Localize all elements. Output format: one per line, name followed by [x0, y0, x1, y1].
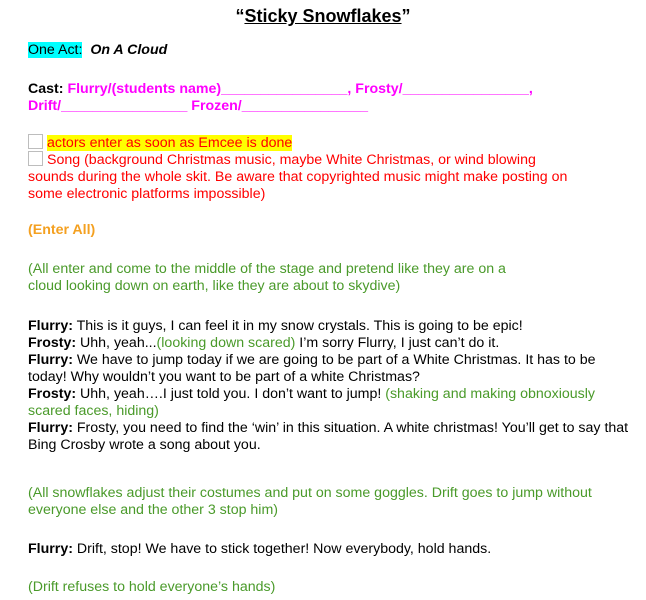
speaker-name: Flurry: — [28, 318, 73, 334]
checklist-item-text: actors enter as soon as Emcee is done — [47, 135, 293, 151]
dialogue-text: I’m sorry Flurry, I just can’t do it. — [295, 335, 500, 351]
cast-line-1 — [28, 81, 533, 98]
checklist-item — [28, 134, 292, 152]
cast-line-2 — [28, 98, 368, 115]
act-setting: On A Cloud — [90, 42, 168, 58]
dialogue-text: Drift, stop! We have to stick together! Now everybody, hold hands. — [72, 541, 492, 557]
dialogue-line — [28, 420, 633, 454]
speaker-name: Flurry: — [28, 541, 73, 557]
dialogue-text: We have to jump today if we are going to be part of a White Christmas. It has to be today! Why wouldn’t you want to be part of a white Christmas? — [28, 352, 596, 385]
dialogue-line — [28, 318, 633, 335]
document-title — [28, 6, 618, 27]
cast-roles-1: Flurry/(students name)________________, Frosty/________________, — [67, 81, 533, 97]
act-line — [28, 42, 167, 59]
checkbox[interactable] — [28, 134, 43, 149]
dialogue-line — [28, 335, 633, 352]
dialogue-line — [28, 541, 491, 558]
speaker-name: Frosty: — [28, 335, 77, 351]
stage-direction: (Drift refuses to hold everyone’s hands) — [28, 579, 276, 595]
dialogue-text: Uhh, yeah….I just told you. I don’t want to jump! — [76, 386, 386, 402]
title-open-quote: “ — [235, 6, 245, 26]
dialogue-line — [28, 386, 633, 420]
checklist-item — [28, 151, 573, 203]
dialogue-text: Frosty, you need to find the ‘win’ in this situation. A white christmas! You’ll get to say that Bing Crosby wrote a song about you. — [28, 420, 629, 453]
enter-all-direction: (Enter All) — [28, 222, 96, 238]
checkbox[interactable] — [28, 151, 43, 166]
stage-direction: (All enter and come to the middle of the stage and pretend like they are on a cloud looking down on earth, like they are about to skydive) — [28, 261, 506, 294]
title-text: Sticky Snowflakes — [244, 6, 402, 26]
speaker-name: Flurry: — [28, 352, 73, 368]
cast-label: Cast: — [28, 81, 64, 97]
cast-roles-2: Drift/________________ Frozen/________________ — [28, 98, 368, 114]
stage-direction: (All snowflakes adjust their costumes and put on some goggles. Drift goes to jump without everyone else and the other 3 stop him) — [28, 485, 592, 518]
dialogue-line — [28, 352, 633, 386]
title-close-quote: ” — [401, 6, 411, 26]
act-label: One Act: — [28, 42, 83, 58]
inline-direction: (looking down scared) — [156, 335, 296, 351]
dialogue-block — [28, 318, 633, 454]
speaker-name: Flurry: — [28, 420, 73, 436]
dialogue-text: Uhh, yeah... — [76, 335, 157, 351]
speaker-name: Frosty: — [28, 386, 77, 402]
checklist-item-text: Song (background Christmas music, maybe White Christmas, or wind blowing sounds during the whole skit. Be aware that copyrighted music might make posting on some electronic platforms impossible) — [28, 152, 568, 202]
dialogue-text: This is it guys, I can feel it in my snow crystals. This is going to be epic! — [72, 318, 523, 334]
inline-direction: (shaking and making obnoxiously scared faces, hiding) — [28, 386, 596, 419]
